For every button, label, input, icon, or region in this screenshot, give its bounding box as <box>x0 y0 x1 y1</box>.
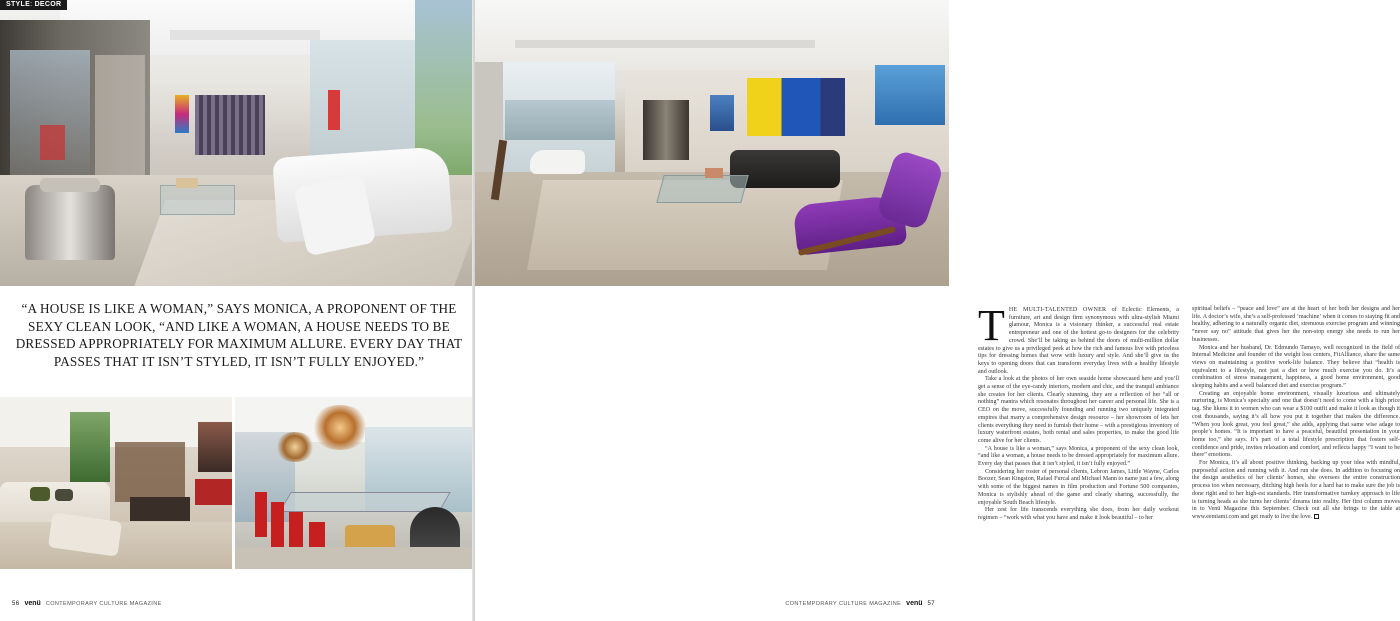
left-page-footer <box>12 600 162 607</box>
article-paragraph: Her zest for life transcends everything she does, from her daily workout regimen – “work with what you have and make it look beautiful – to her <box>978 507 1179 521</box>
living-room-hero-photo <box>0 0 472 286</box>
article-paragraph: Creating an enjoyable home environment, visually luxurious and ultimately nurturing, is Monica’s specialty and one that doesn’t need to come with a high price tag. She likens it to women who can wear a $100 outfit and make it look as though it cost thousands, saying it’s all how you put it together that makes the difference. “When you look great, you feel great,” she adds, applying that same wise adage to people’s homes. “It is important to have a peaceful, beautiful presentation in your home too,” she says. It’s part of a total lifestyle prescription that fosters self-confidence and pride, invites relaxation and comfort, and reflects happy “I want to be there” emotions. <box>1192 390 1400 459</box>
lead-text: of Eclectic Elements, a furniture, art and design firm synonymous with ultra-stylish Miami glamour, Monica is a visionary thinker, a successful real estate entrepreneur and one of the hottest go-to designers for the celebrity crowd. She’ll be taking us behind the doors of multi-million dollar estates to give us a privileged peek at how the rich and famous live with priceless tips for dressing homes that wow with luxury and style. And she’ll give us the keys to opening doors that can transform everyday lives with a healthy lifestyle and outlook. <box>978 307 1179 375</box>
end-of-article-icon <box>1314 514 1319 519</box>
article-paragraph-final <box>1192 460 1400 522</box>
living-room-photo <box>0 397 232 569</box>
page-number-right: 57 <box>927 600 935 607</box>
left-page <box>0 0 474 621</box>
article-paragraph: Monica and her husband, Dr. Edmundo Tamayo, well recognized in the field of Internal Medicine and founder of the weight loss centers, FitAlliance, share the same views on maintaining a positive work-life balance. They believe that “health is equivalent to a lifestyle, not just a diet or how much exercise you do. It’s a combination of stress management, happiness, a good home environment, good sleeping habits and a well balanced diet and exercise program.” <box>1192 344 1400 390</box>
section-name: STYLE <box>6 1 31 8</box>
lead-smallcaps: HE MULTI-TALENTED OWNER <box>1008 307 1107 313</box>
pull-quote: “A HOUSE IS LIKE A WOMAN,” SAYS MONICA, A PROPONENT OF THE SEXY CLEAN LOOK, “AND LIKE A WOMAN, A HOUSE NEEDS TO BE DRESSED APPROPRIATELY FOR MAXIMUM ALLURE. EVERY DAY THAT PASSES THAT IT ISN’T STYLED, IT ISN’T FULLY ENJOYED.” <box>15 301 463 369</box>
magazine-tagline: CONTEMPORARY CULTURE MAGAZINE <box>45 600 162 607</box>
article-paragraph: Considering her roster of personal clients, Lebron James, Little Wayne, Carlos Boozer, Sean Kingston, Rafael Furcal and Michael Mann to name just a few, along with some of the biggest names in film production and Fortune 500 companies, Monica is stylishly ahead of the game and clearly sharing, successfully, the enjoyable South Beach lifestyle. <box>978 468 1179 506</box>
section-label <box>0 0 67 10</box>
article-paragraph: “A house is like a woman,” says Monica, a proponent of the sexy clean look, “and like a woman, a house needs to be dressed appropriately for maximum allure. Every day that passes that it isn’t styled, it isn’t fully enjoyed.” <box>978 445 1179 468</box>
magazine-logo: venü <box>24 600 41 607</box>
page-number-left: 56 <box>12 600 20 607</box>
article-column-1 <box>978 301 1179 523</box>
dining-room-photo <box>235 397 472 569</box>
great-room-hero-photo <box>475 0 949 286</box>
drop-cap: T <box>978 301 1005 350</box>
magazine-logo: venü <box>906 600 923 607</box>
article-lead-paragraph <box>978 301 1179 376</box>
section-separator: : <box>30 1 35 8</box>
magazine-tagline: CONTEMPORARY CULTURE MAGAZINE <box>785 600 902 607</box>
article-column-2 <box>1192 306 1400 522</box>
right-page-footer <box>785 600 935 607</box>
subsection-name: DECOR <box>34 1 62 8</box>
right-page <box>475 0 1400 621</box>
article-paragraph: Take a look at the photos of her own seaside home showcased here and you’ll get a sense of the eye-candy interiors, modern and chic, and the tranquil ambiance she creates for her clients. Clearly stunning, they are a reflection of her “all or nothing” mantra which resonates throughout her career and personal life. She is a CEO on the move, successfully founding and running two uniquely integrated empires that marry a comprehensive design resource – her showroom of lets her clients everything they need to furnish their home – with a prestigious inventory of luxury waterfront estates, both rental and sales properties, to make the good life come alive for her clients. <box>978 376 1179 444</box>
final-paragraph-text: For Monica, it’s all about positive thinking, backing up your idea with mindful, purposeful action and running with it. And run she does. In addition to focusing on the design aesthetics of her clients’ homes, she oversees the entire construction process too when necessary, ditching high heels for a hard hat to make sure the job is done right and to her high-est standards. Her transformative turnkey approach to life is turning heads as she turns her clients’ dreams into reality. Her first column moves in to Venü Magazine this September. Check out all she brings to the table at www.eemiami.com and get ready to live the love. <box>1192 460 1400 520</box>
article-paragraph: spiritual beliefs – “peace and love” are at the heart of her both her designs and her life. A doctor’s wife, she’s a self-professed ‘machine’ when it comes to staying fit and healthy, adhering to a naturally organic diet, strenuous exercise program and winning “never say no” attitude that gives her the non-stop energy she needs to run her businesses. <box>1192 306 1400 343</box>
